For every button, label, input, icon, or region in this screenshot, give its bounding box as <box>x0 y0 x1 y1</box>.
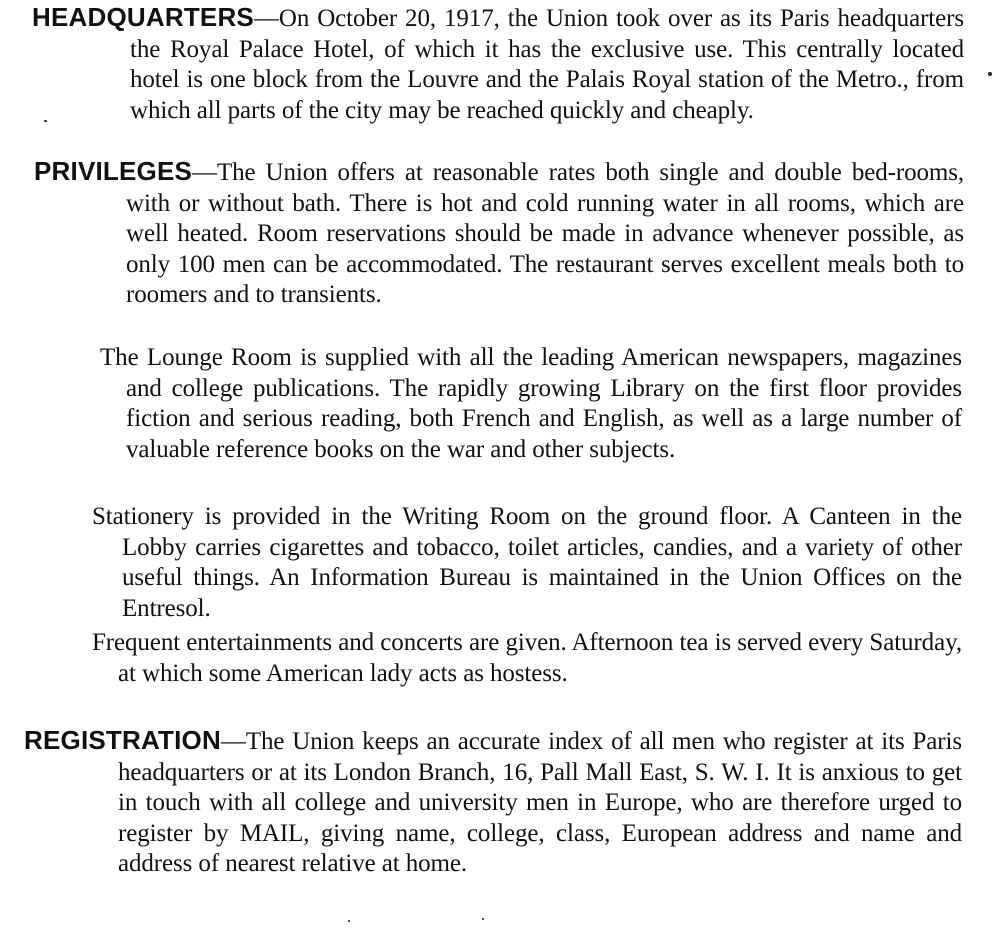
headquarters-heading: HEADQUARTERS <box>32 2 254 32</box>
entertainments-paragraph <box>92 628 962 689</box>
ink-speck <box>348 920 350 922</box>
headquarters-paragraph <box>32 2 964 126</box>
ink-speck <box>482 918 484 920</box>
stationery-text: Stationery is provided in the Writing Room on the ground floor. A Canteen in the Lobby carries cigarettes and tobacco, toilet articles, candies, and a variety of other useful things. An Information Bureau is maintained in the Union Offices on the Entresol. <box>92 503 962 622</box>
registration-paragraph <box>24 725 962 880</box>
privileges-text: —The Union offers at reasonable rates both single and double bed-rooms, with or without bath. There is hot and cold running water in all rooms, which are well heated. Room reservations should be made in advance whenever possible, as only 100 men can be accommodated. The restaurant serves excellent meals both to roomers and to transients. <box>126 159 964 309</box>
lounge-paragraph <box>100 343 962 465</box>
privileges-paragraph <box>34 156 964 311</box>
ink-speck <box>988 72 992 76</box>
stationery-paragraph <box>92 502 962 624</box>
registration-heading: REGISTRATION <box>24 725 221 755</box>
lounge-text: The Lounge Room is supplied with all the leading American newspapers, magazines and college publications. The rapidly growing Library on the first floor provides fiction and serious reading, both French and English, as well as a large number of valuable reference books on the war and other subjects. <box>100 344 962 463</box>
headquarters-text: —On October 20, 1917, the Union took over as its Paris headquarters the Royal Palace Hotel, of which it has the exclusive use. This centrally located hotel is one block from the Louvre and the Palais Royal station of the Metro., from which all parts of the city may be reached quickly and cheaply. <box>130 5 964 124</box>
privileges-heading: PRIVILEGES <box>34 156 193 186</box>
entertainments-text: Frequent entertainments and concerts are given. Afternoon tea is served every Saturday, at which some American lady acts as hostess. <box>92 629 962 687</box>
ink-speck <box>44 120 47 122</box>
registration-text: —The Union keeps an accurate index of all men who register at its Paris headquarters or at its London Branch, 16, Pall Mall East, S. W. I. It is anxious to get in touch with all college and university men in Europe, who are therefore urged to register by MAIL, giving name, college, class, European address and name and address of nearest relative at home. <box>118 728 962 878</box>
